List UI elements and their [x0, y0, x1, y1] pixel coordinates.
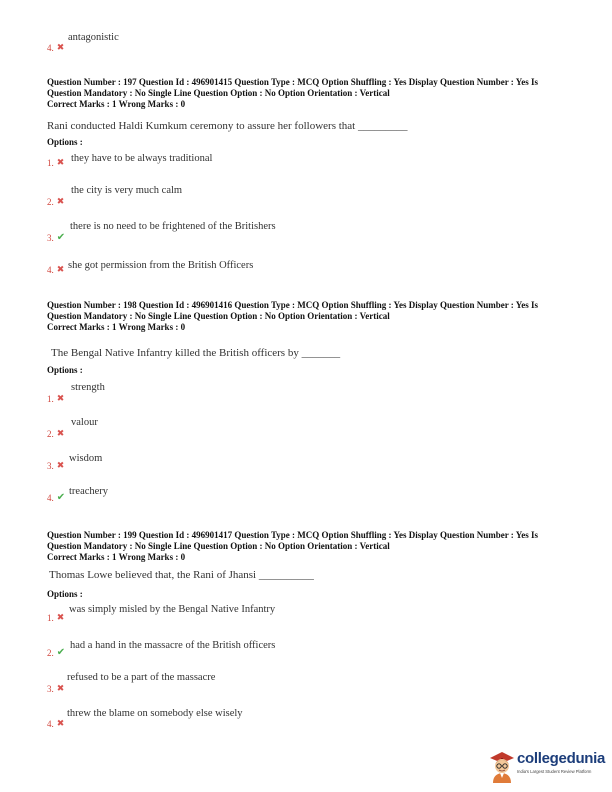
wrong-mark-icon: ✖: [56, 393, 65, 403]
correct-check-icon: ✔: [56, 232, 66, 243]
wrong-mark-icon: ✖: [56, 428, 65, 438]
wrong-mark-icon: ✖: [56, 683, 65, 693]
option-text: they have to be always traditional: [71, 153, 213, 164]
header-line: Question Number : 197 Question Id : 496901415 Question Type : MCQ Option Shuffling : Yes Display Question Number : Yes Is: [47, 77, 538, 87]
option-number: 1. ✖: [47, 393, 65, 404]
option-text: had a hand in the massacre of the British officers: [70, 640, 276, 651]
option-number: 4. ✖: [47, 42, 65, 53]
brand-name: collegedunia: [517, 750, 606, 767]
options-label: Options :: [47, 589, 83, 599]
marks-line: Correct Marks : 1 Wrong Marks : 0: [47, 552, 186, 562]
wrong-mark-icon: ✖: [56, 718, 65, 728]
option-number: 3. ✔: [47, 232, 66, 243]
header-line: Question Mandatory : No Single Line Question Option : No Option Orientation : Vertical: [47, 311, 390, 321]
option-text: she got permission from the British Officers: [68, 260, 254, 271]
question-header: [47, 77, 567, 110]
options-label: Options :: [47, 365, 83, 375]
options-label: Options :: [47, 137, 83, 147]
brand-tagline: India's Largest Student Review Platform: [517, 769, 592, 774]
marks-line: Correct Marks : 1 Wrong Marks : 0: [47, 322, 186, 332]
brand-logo: [488, 748, 608, 788]
wrong-mark-icon: ✖: [56, 42, 65, 52]
wrong-mark-icon: ✖: [56, 264, 65, 274]
header-line: Question Mandatory : No Single Line Question Option : No Option Orientation : Vertical: [47, 541, 390, 551]
wrong-mark-icon: ✖: [56, 460, 65, 470]
question-header: [47, 300, 567, 333]
option-text: the city is very much calm: [71, 185, 183, 196]
option-number: 3. ✖: [47, 683, 65, 694]
option-number: 3. ✖: [47, 460, 65, 471]
option-text: there is no need to be frightened of the Britishers: [70, 221, 276, 232]
question-header: [47, 530, 567, 563]
option-text: valour: [71, 417, 98, 428]
option-number: 4. ✖: [47, 264, 65, 275]
option-text: strength: [71, 382, 105, 393]
option-number: 4. ✔: [47, 492, 66, 503]
wrong-mark-icon: ✖: [56, 196, 65, 206]
question-text: The Bengal Native Infantry killed the British officers by _______: [51, 347, 341, 359]
correct-check-icon: ✔: [56, 647, 66, 658]
option-text: was simply misled by the Bengal Native Infantry: [69, 604, 276, 615]
option-number: 2. ✔: [47, 647, 66, 658]
header-line: Question Mandatory : No Single Line Question Option : No Option Orientation : Vertical: [47, 88, 390, 98]
header-line: Question Number : 198 Question Id : 496901416 Question Type : MCQ Option Shuffling : Yes Display Question Number : Yes Is: [47, 300, 538, 310]
option-text: wisdom: [69, 453, 103, 464]
option-number: 1. ✖: [47, 157, 65, 168]
header-line: Question Number : 199 Question Id : 496901417 Question Type : MCQ Option Shuffling : Yes Display Question Number : Yes Is: [47, 530, 538, 540]
wrong-mark-icon: ✖: [56, 157, 65, 167]
wrong-mark-icon: ✖: [56, 612, 65, 622]
option-text: refused to be a part of the massacre: [67, 672, 216, 683]
question-text: Rani conducted Haldi Kumkum ceremony to assure her followers that _________: [47, 120, 408, 132]
question-text: Thomas Lowe believed that, the Rani of Jhansi __________: [49, 569, 314, 581]
option-number: 2. ✖: [47, 428, 65, 439]
option-text: antagonistic: [68, 32, 119, 43]
student-mascot-icon: [488, 750, 516, 784]
option-number: 4. ✖: [47, 718, 65, 729]
option-text: treachery: [69, 486, 109, 497]
option-text: threw the blame on somebody else wisely: [67, 708, 243, 719]
option-number: 2. ✖: [47, 196, 65, 207]
correct-check-icon: ✔: [56, 492, 66, 503]
marks-line: Correct Marks : 1 Wrong Marks : 0: [47, 99, 186, 109]
option-number: 1. ✖: [47, 612, 65, 623]
